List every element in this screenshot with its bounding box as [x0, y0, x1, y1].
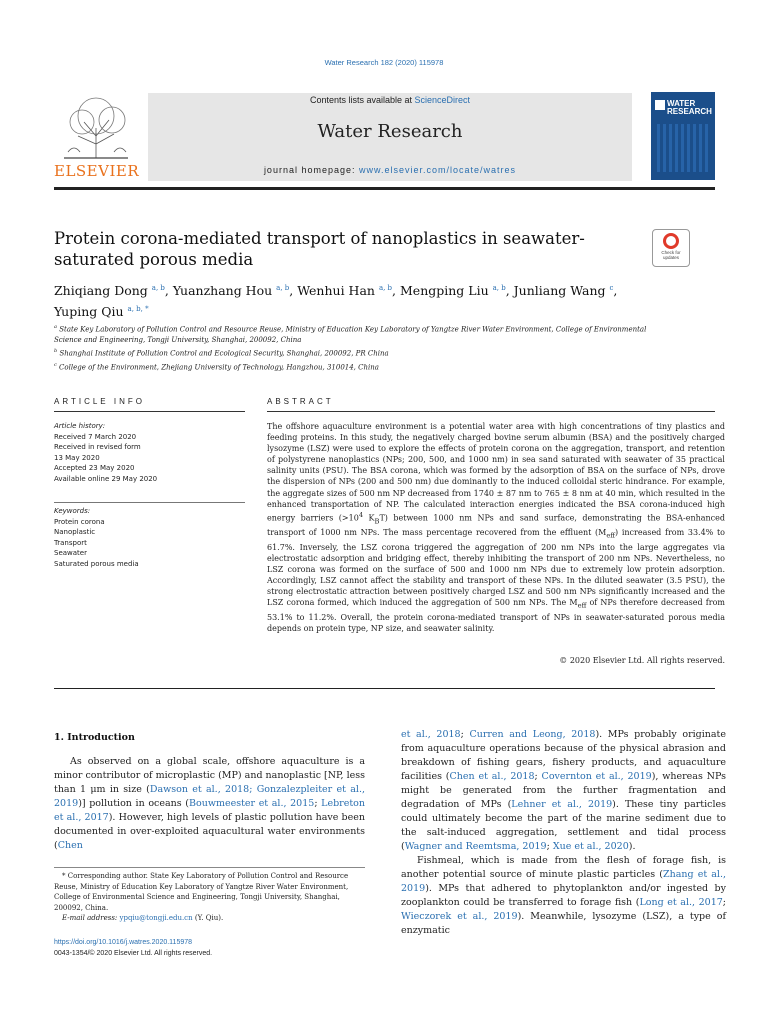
email-link[interactable]: ypqiu@tongji.edu.cn [119, 914, 193, 922]
cover-pattern [657, 124, 709, 172]
keyword: Transport [54, 538, 87, 547]
introduction-heading: 1. Introduction [54, 732, 135, 743]
history-label: Article history: [54, 422, 106, 430]
affiliation-c [54, 360, 654, 373]
divider [54, 688, 715, 689]
elsevier-tree-icon [54, 92, 138, 162]
abstract-text: The offshore aquaculture environment is a potential water area with high concentrations of tiny plastics and feeding proteins. In this study, the negatively charged bovine serum albumin (BSA) and the positively charged lysozyme (LSZ) were used to explore the effects of protein corona on the aggregation, transport, and retention of polystyrene nanoplastics (NPs; 200, 500, and 1000 nm) in sea sand saturated with seawater of 35 practical salinity units (PSU). The BSA corona, which was formed by the adsorption of BSA on the surface of NPs, drove the dispersion of NPs (200 and 500 nm) due dominantly to the induced colloidal steric hindrance. For example, the aggregate sizes of 500 nm NP decreased from 1740 ± 87 nm to 765 ± 8 nm at 40 min, which resulted in the enhanced transportation of NP. The calculated interaction energies indicated the BSA corona-induced high energy barriers ($>10^4$ $K_BT$) between 1000 nm NPs and sand surface, demonstrating the BSA-enhanced transport of 1000 nm NPs. The mass percentage recovered from the effluent $(M_{eff})$ increased from 33.4% to 61.7%. Inversely, the LSZ corona triggered the aggregation of 200 nm NPs into the large aggregates via electrostatic adsorption and bridging effect, thereby inhibiting the transport of 200 nm NPs. Nevertheless, no LSZ corona was formed on the surface of 500 and 1000 nm NPs due to extremely low protein adsorption. Accordingly, LSZ cannot affect the stability and transport of these NPs. In the diluted seawater (3.5 PSU), the strong electrostatic attraction between positively charged LSZ and 500 nm NPs significantly increased and the LSZ corona formed, which induced the aggregation of 500 nm NPs. The $M_{eff}$ of NPs therefore decreased from 53.1% to 11.2%. Overall, the protein corona-mediated transport of NPs in seawater-saturated porous media depends on protein type, NP size, and seawater salinity. [267, 422, 726, 634]
journal-homepage [148, 165, 632, 175]
footnote [54, 871, 365, 924]
affiliations [54, 322, 654, 373]
email-label: E-mail address: [62, 914, 120, 922]
article-title: Protein corona-mediated transport of nanoplastics in seawater-saturated porous media [54, 229, 585, 269]
iwa-logo-icon [655, 100, 665, 110]
affil-text: State Key Laboratory of Pollution Control and Resource Reuse, Ministry of Education Key Laboratory of Yangtze River Water Environment, College of Environmental Science and Engineering, Tongji University, Shanghai, 200092, China [54, 325, 647, 345]
journal-citation[interactable]: Water Research 182 (2020) 115978 [324, 58, 444, 67]
check-updates-label: Check for updates [661, 250, 681, 260]
abstract-copyright: © 2020 Elsevier Ltd. All rights reserved. [559, 656, 725, 665]
check-updates-icon [663, 233, 679, 249]
check-for-updates-badge[interactable] [652, 229, 690, 267]
affil-text: College of the Environment, Zhejiang University of Technology, Hangzhou, 310014, China [59, 362, 379, 371]
history-item: Received 7 March 2020 [54, 432, 137, 441]
header-rule [54, 187, 715, 190]
journal-banner [148, 93, 632, 181]
keyword: Saturated porous media [54, 559, 139, 568]
affil-text: Shanghai Institute of Pollution Control and Ecological Security, Shanghai, 200092, PR China [59, 349, 389, 358]
keywords [54, 506, 245, 569]
affil-mark: b [54, 348, 58, 355]
article-history [54, 421, 245, 484]
affiliation-b [54, 346, 654, 359]
abstract-heading: ABSTRACT [267, 397, 334, 406]
doi-link[interactable]: https://doi.org/10.1016/j.watres.2020.115978 [54, 939, 193, 946]
keyword: Seawater [54, 549, 87, 557]
history-item: Received in revised form [54, 443, 141, 451]
history-item: Available online 29 May 2020 [54, 474, 158, 483]
elsevier-wordmark: ELSEVIER [54, 162, 140, 180]
journal-title: Water Research [317, 121, 463, 142]
elsevier-logo[interactable] [54, 92, 138, 182]
keyword: Protein corona [54, 517, 105, 526]
author-list[interactable]: Zhiqiang Dong $^{a, b}$, Yuanzhang Hou $^{a, b}$, Wenhui Han $^{a, b}$, Mengping Liu $^{a, b}$, Junliang Wang $^c$, Yuping Qiu $^{a, b, *}$ [54, 283, 618, 320]
contents-line [148, 95, 632, 105]
body-right-column [401, 728, 726, 938]
sciencedirect-link[interactable]: ScienceDirect [414, 95, 471, 105]
issn-copyright: 0043-1354/© 2020 Elsevier Ltd. All rights reserved. [54, 950, 213, 957]
history-item: 13 May 2020 [54, 453, 100, 462]
journal-cover[interactable] [651, 92, 715, 180]
email-suffix: (Y. Qiu). [192, 914, 224, 922]
keyword: Nanoplastic [54, 528, 96, 536]
article-info-heading: ARTICLE INFO [54, 397, 145, 406]
divider [54, 502, 245, 503]
homepage-prefix: journal homepage: [263, 165, 359, 175]
cover-title: WATER RESEARCH [667, 99, 712, 116]
contents-prefix: Contents lists available at [309, 95, 415, 105]
homepage-link[interactable]: www.elsevier.com/locate/watres [359, 165, 517, 175]
affiliation-a [54, 322, 654, 346]
affil-mark: a [54, 324, 57, 330]
body-left-column: As observed on a global scale, offshore aquaculture is a minor contributor of microplastic (MP) and nanoplastic [NP, less than 1 μm in size (Dawson et al., 2018; Gonzalezpleiter et al., 2019)] pollution in oceans (Bouwmeester et al., 2015; Lebreton et al., 2017). However, high levels of plastic pollution have been documented in over-exploited aquacultural water environments (Chen [54, 756, 365, 851]
history-item: Accepted 23 May 2020 [54, 464, 135, 472]
keywords-label: Keywords: [54, 507, 91, 515]
email-line [54, 913, 365, 924]
divider [54, 411, 245, 412]
paragraph: et al., 2018; Curren and Leong, 2018). MPs probably originate from aquaculture operations because of the physical abrasion and breakdown of fishing gears, fishery products, and aquaculture facilities (Chen et al., 2018; Covernton et al., 2019), whereas NPs might be generated from the further fragmentation and degradation of MPs (Lehner et al., 2019). These tiny particles could ultimately become the part of the marine sediment due to the salt-induced aggregation, settlement and tidal process (Wagner and Reemtsma, 2019; Xue et al., 2020). [401, 729, 726, 852]
affil-mark: c [54, 361, 57, 368]
footnote-rule [54, 867, 365, 868]
paragraph: Fishmeal, which is made from the flesh of forage fish, is another potential source of minute plastic particles (Zhang et al., 2019). MPs that adhered to phytoplankton and/or ingested by zooplankton could be transferred to forage fish (Long et al., 2017; Wieczorek et al., 2019). Meanwhile, lysozyme (LSZ), a type of enzymatic [401, 855, 726, 936]
corresponding-author-note: * Corresponding author. State Key Laboratory of Pollution Control and Resource Reuse, Ministry of Education Key Laboratory of Yangtze River Water Environment, College of Environmental Science and Engineering, Tongji University, Shanghai, 200092, China. [54, 872, 349, 912]
divider [267, 411, 715, 412]
